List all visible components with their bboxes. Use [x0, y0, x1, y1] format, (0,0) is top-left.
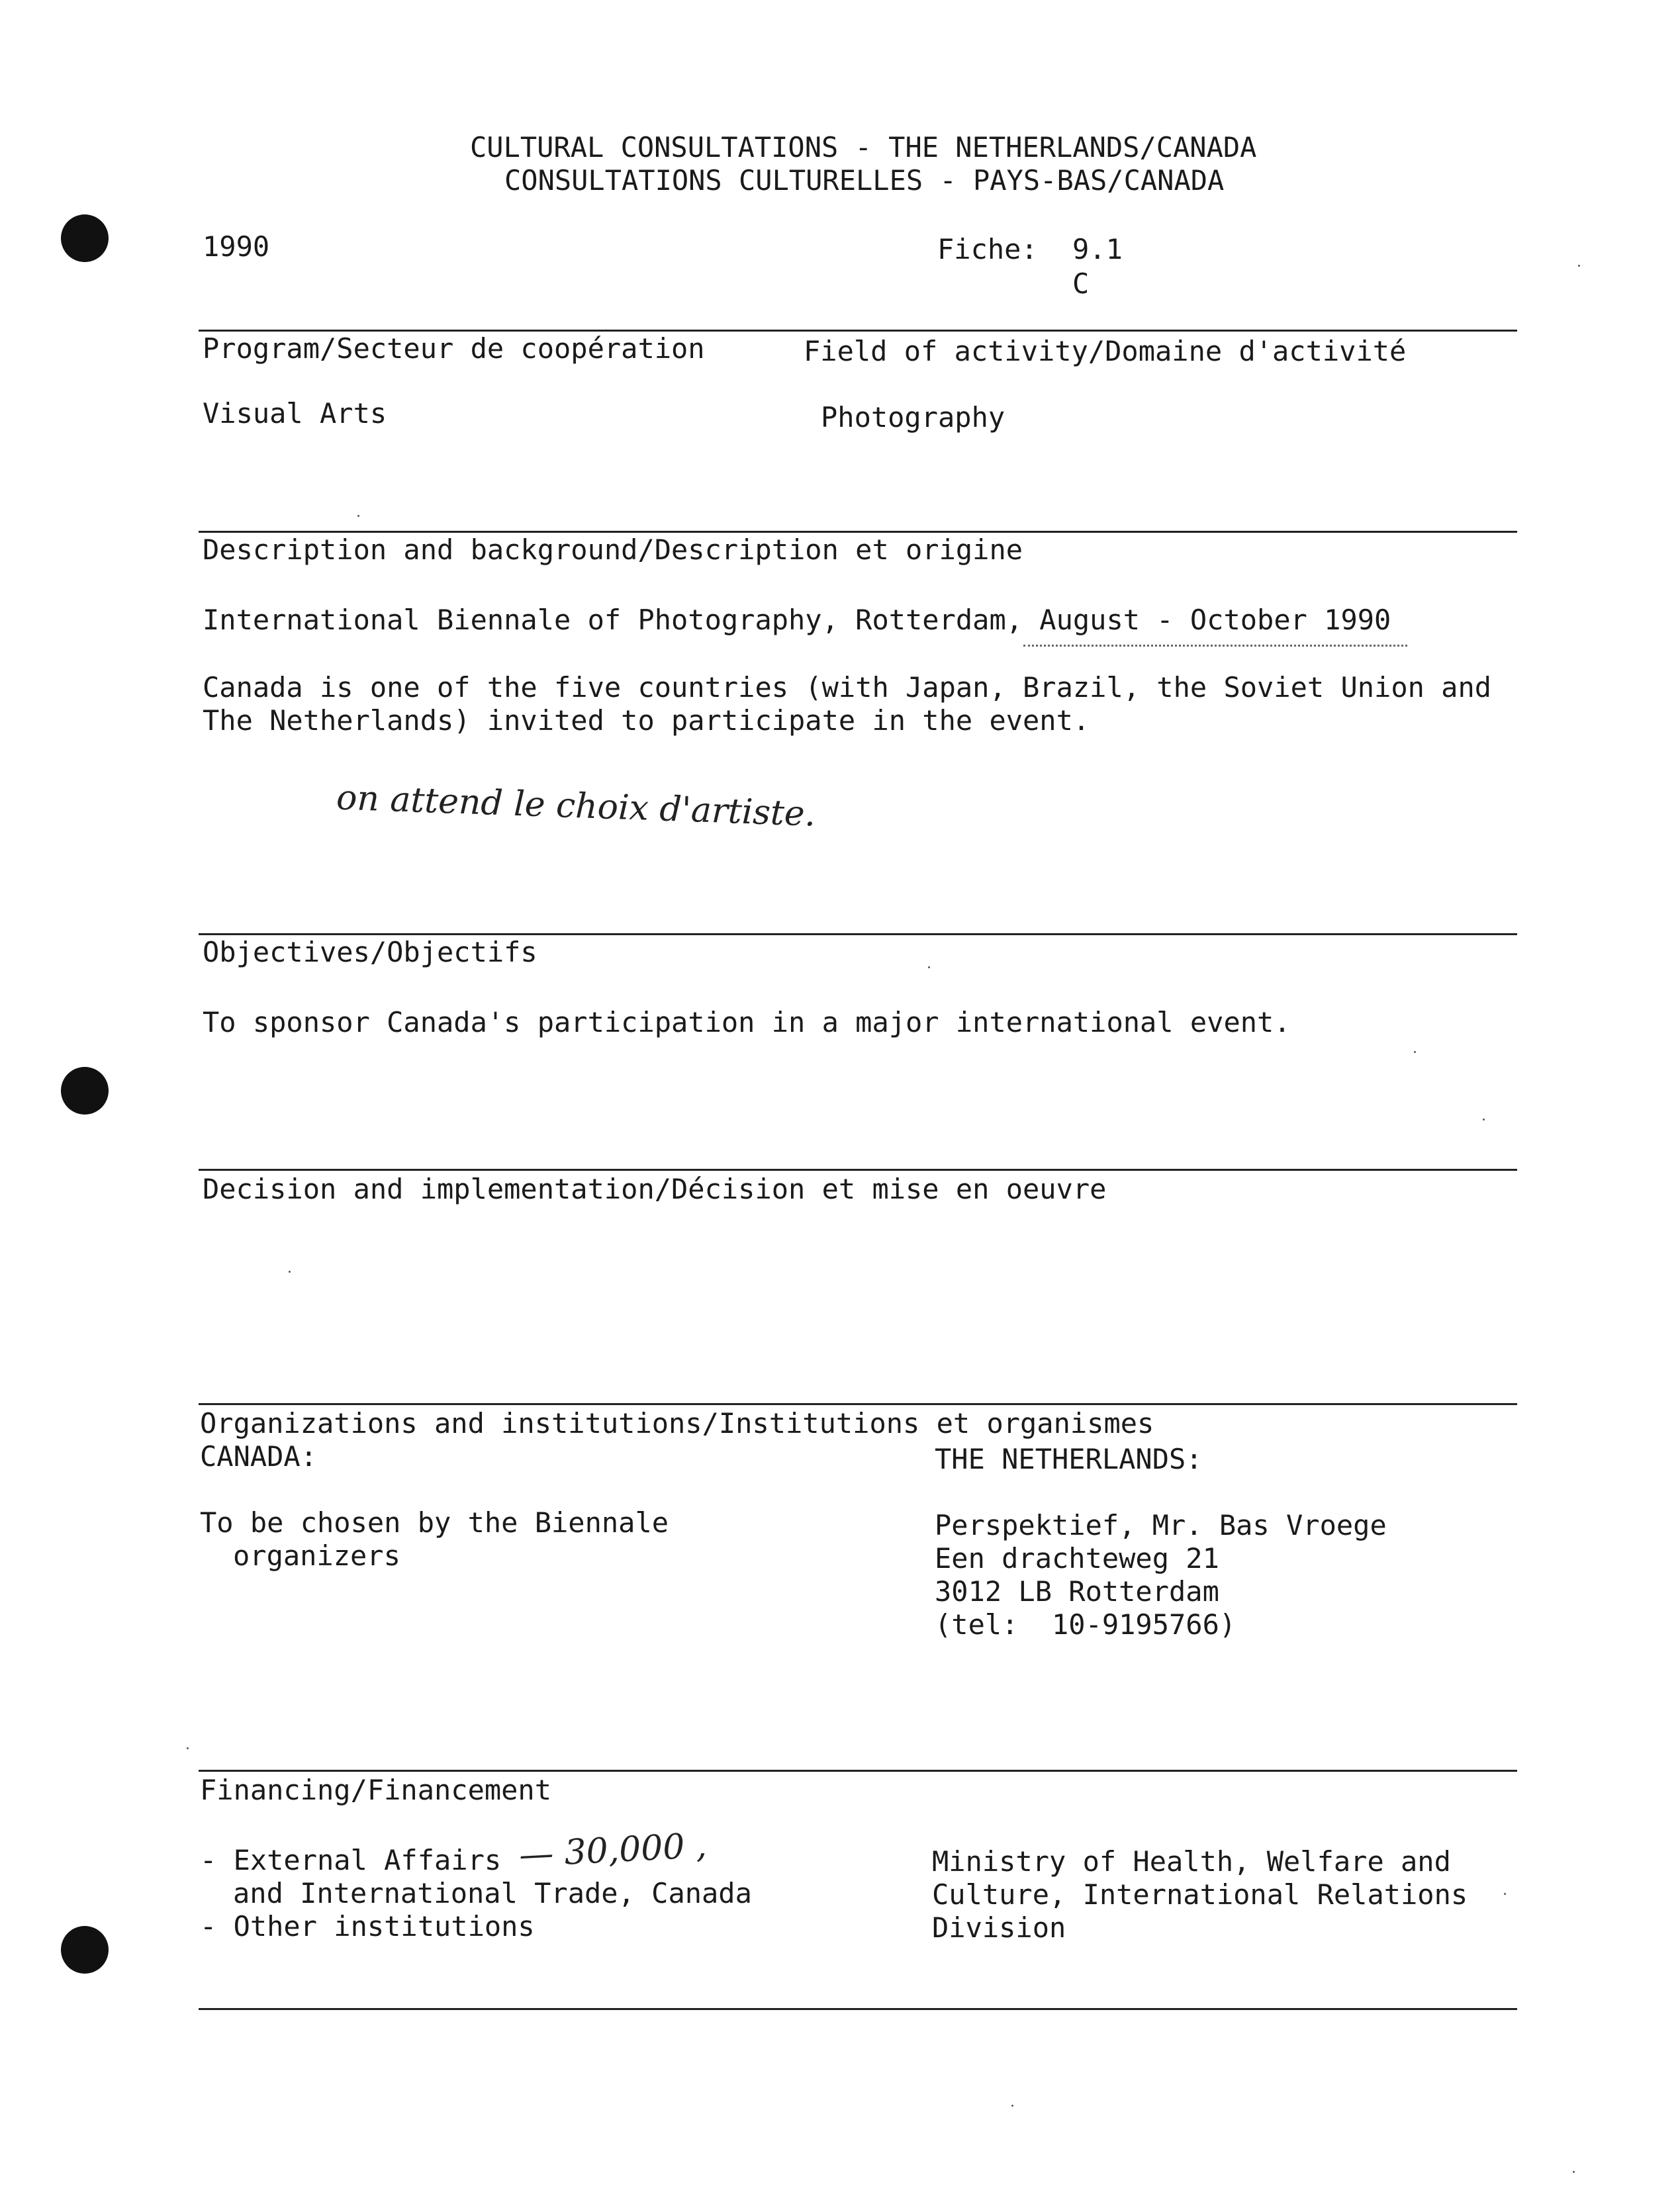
- fiche-label: Fiche:: [937, 233, 1038, 265]
- event-date-underline: [1023, 645, 1407, 647]
- financing-canada-2: and International Trade, Canada: [233, 1877, 752, 1909]
- canada-org-1: To be chosen by the Biennale: [200, 1506, 669, 1539]
- divider-4: [199, 1169, 1517, 1171]
- scan-speck: [928, 966, 930, 968]
- nl-org-2: Een drachteweg 21: [935, 1542, 1219, 1575]
- canada-label: CANADA:: [200, 1440, 318, 1473]
- scan-speck: [1504, 1893, 1506, 1895]
- handwritten-note: on attend le choix d'artiste.: [336, 778, 817, 835]
- organizations-label: Organizations and institutions/Institutions et organismes: [200, 1407, 1154, 1440]
- field-label: Field of activity/Domaine d'activité: [804, 335, 1407, 367]
- description-text-2: The Netherlands) invited to participate in the event.: [203, 704, 1090, 737]
- financing-canada-1: - External Affairs: [200, 1844, 502, 1876]
- divider-1: [199, 330, 1517, 332]
- scan-speck: [1483, 1119, 1485, 1121]
- nl-org-3: 3012 LB Rotterdam: [935, 1575, 1219, 1608]
- fiche-sub: C: [1072, 267, 1090, 300]
- financing-nl-2: Culture, International Relations: [932, 1878, 1468, 1911]
- financing-nl-1: Ministry of Health, Welfare and: [932, 1845, 1451, 1878]
- scan-speck: [357, 515, 359, 517]
- punch-hole-middle: [61, 1067, 109, 1115]
- scan-speck: [1011, 2105, 1013, 2107]
- description-event: International Biennale of Photography, Rotterdam, August - October 1990: [203, 604, 1391, 636]
- scan-speck: [187, 1747, 189, 1749]
- description-label: Description and background/Description et origine: [203, 533, 1023, 566]
- divider-5: [199, 1403, 1517, 1405]
- financing-label: Financing/Financement: [200, 1774, 552, 1806]
- objectives-label: Objectives/Objectifs: [203, 936, 537, 968]
- description-text-1: Canada is one of the five countries (with Japan, Brazil, the Soviet Union and: [203, 671, 1492, 704]
- netherlands-label: THE NETHERLANDS:: [935, 1443, 1203, 1475]
- program-value: Visual Arts: [203, 397, 387, 430]
- financing-canada-3: - Other institutions: [200, 1910, 535, 1943]
- punch-hole-top: [61, 214, 109, 262]
- year: 1990: [203, 230, 270, 263]
- header-line-1: CULTURAL CONSULTATIONS - THE NETHERLANDS/CANADA: [470, 131, 1257, 163]
- scan-speck: [1414, 1051, 1416, 1053]
- decision-label: Decision and implementation/Décision et mise en oeuvre: [203, 1173, 1107, 1205]
- fiche-number: 9.1: [1072, 233, 1123, 265]
- nl-org-1: Perspektief, Mr. Bas Vroege: [935, 1509, 1387, 1541]
- program-label: Program/Secteur de coopération: [203, 332, 705, 365]
- scan-speck: [289, 1271, 291, 1273]
- scan-speck: [1573, 2171, 1575, 2173]
- financing-nl-3: Division: [932, 1911, 1066, 1944]
- objectives-text: To sponsor Canada's participation in a major international event.: [203, 1006, 1291, 1038]
- field-value: Photography: [821, 401, 1005, 434]
- nl-org-4: (tel: 10-9195766): [935, 1608, 1237, 1641]
- divider-6: [199, 1770, 1517, 1772]
- divider-7: [199, 2008, 1517, 2010]
- divider-2: [199, 531, 1517, 533]
- header-line-2: CONSULTATIONS CULTURELLES - PAYS-BAS/CANADA: [504, 164, 1225, 197]
- scan-speck: [1578, 265, 1580, 267]
- handwritten-amount: — 30,000 ,: [518, 1825, 708, 1876]
- punch-hole-bottom: [61, 1926, 109, 1974]
- divider-3: [199, 933, 1517, 935]
- canada-org-2: organizers: [233, 1539, 400, 1572]
